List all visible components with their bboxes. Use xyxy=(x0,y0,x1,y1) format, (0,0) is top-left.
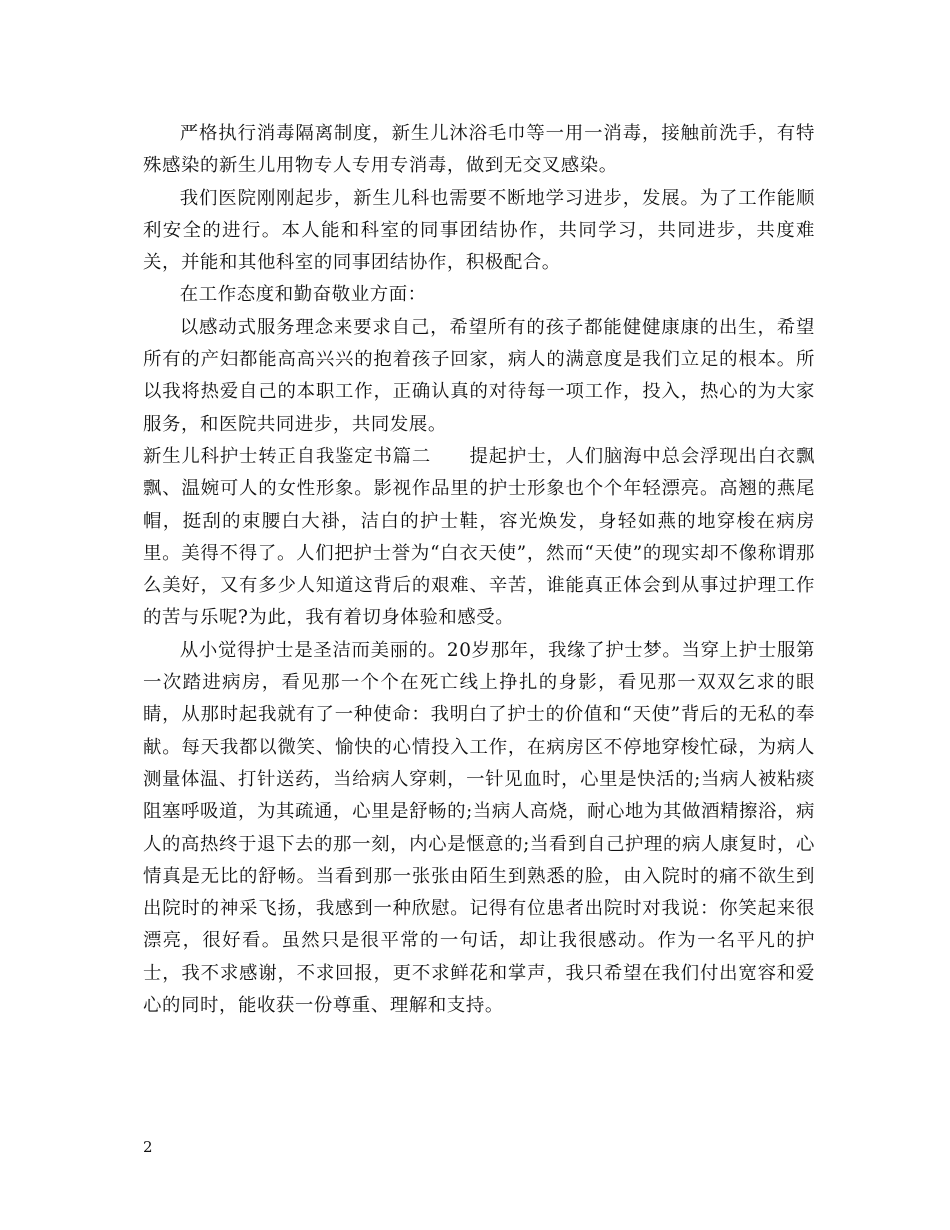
paragraph-disinfection: 严格执行消毒隔离制度，新生儿沐浴毛巾等一用一消毒，接触前洗手，有特殊感染的新生儿用物专人专用专消毒，做到无交叉感染。 xyxy=(143,123,815,177)
paragraph-service-philosophy: 以感动式服务理念来要求自己，希望所有的孩子都能健健康康的出生，希望所有的产妇都能高高兴兴的抱着孩子回家，病人的满意度是我们立足的根本。所以我将热爱自己的本职工作，正确认真的对待每一项工作，投入，热心的为大家服务，和医院共同进步，共同发展。 xyxy=(143,316,815,435)
paragraph-nurse-dream: 从小觉得护士是圣洁而美丽的。20岁那年，我缘了护士梦。当穿上护士服第一次踏进病房，看见那一个个在死亡线上挣扎的身影，看见那一双双乞求的眼睛，从那时起我就有了一种使命：我明白了护士的价值和“天使”背后的无私的奉献。每天我都以微笑、愉快的心情投入工作，在病房区不停地穿梭忙碌，为病人测量体温、打针送药，当给病人穿刺，一针见血时，心里是快活的;当病人被粘痰阻塞呼吸道，为其疏通，心里是舒畅的;当病人高烧，耐心地为其做酒精擦浴，病人的高热终于退下去的那一刻，内心是惬意的;当看到自己护理的病人康复时，心情真是无比的舒畅。当看到那一张张由陌生到熟悉的脸，由入院时的痛不欲生到出院时的神采飞扬，我感到一种欣慰。记得有位患者出院时对我说：你笑起来很漂亮，很好看。虽然只是很平常的一句话，却让我很感动。作为一名平凡的护士，我不求感谢，不求回报，更不求鲜花和掌声，我只希望在我们付出宽容和爱 心的同时，能收获一份尊重、理解和支持。 xyxy=(143,639,815,1017)
paragraph-teamwork: 我们医院刚刚起步，新生儿科也需要不断地学习进步，发展。为了工作能顺利安全的进行。本人能和科室的同事团结协作，共同学习，共同进步，共度难关，并能和其他科室的同事团结协作，积极配合。 xyxy=(143,187,815,274)
body-text xyxy=(143,118,815,1022)
paragraph-attitude-heading: 在工作态度和勤奋敬业方面： xyxy=(179,284,427,306)
paragraph-article-two: 新生儿科护士转正自我鉴定书篇二 提起护士，人们脑海中总会浮现出白衣飘飘、温婉可人的女性形象。影视作品里的护士形象也个个年轻漂亮。高翘的燕尾帽，挺刮的束腰白大褂，洁白的护士鞋，容光焕发，身轻如燕的地穿梭在病房里。美得不得了。人们把护士誉为“白衣天使”，然而“天使”的现实却不像称谓那么美好，又有多少人知道这背后的艰难、辛苦，谁能真正体会到从事过护理工作的苦与乐呢?为此，我有着切身体验和感受。 xyxy=(143,445,815,629)
page-number: 2 xyxy=(143,1138,153,1156)
